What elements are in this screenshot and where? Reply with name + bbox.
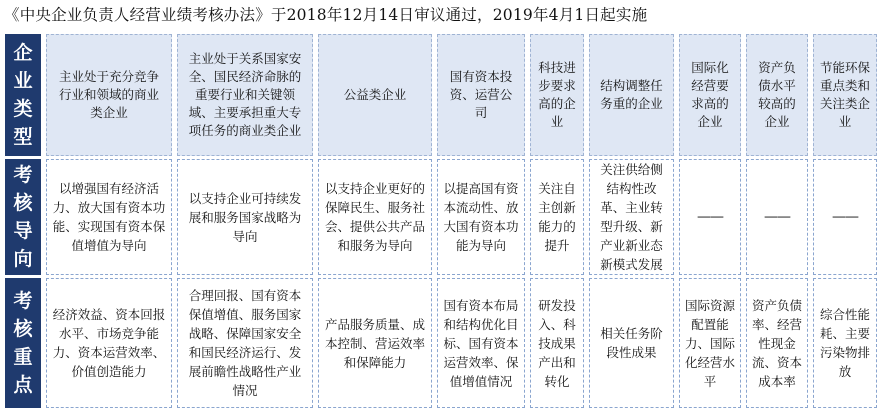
row-header-orientation: 考核导向 (5, 159, 41, 275)
orientation-cell: 以增强国有经济活力、放大国有资本功能、实现国有资本保值增值为导向 (46, 159, 172, 275)
focus-cell: 相关任务阶段性成果 (589, 278, 674, 408)
orientation-cell: 关注自主创新能力的提升 (530, 159, 584, 275)
type-cell: 科技进步要求高的企业 (530, 34, 584, 156)
orientation-cell-empty: —— (746, 159, 808, 275)
focus-cell: 国有资本布局和结构优化目标、国有资本运营效率、保值增值情况 (437, 278, 525, 408)
orientation-cell: 以支持企业更好的保障民生、服务社会、提供公共产品和服务为导向 (318, 159, 432, 275)
type-cell: 节能环保重点类和关注类企业 (813, 34, 877, 156)
type-cell: 主业处于充分竞争行业和领域的商业类企业 (46, 34, 172, 156)
type-cell: 国际化经营要求高的企业 (679, 34, 741, 156)
focus-cell: 产品服务质量、成本控制、营运效率和保障能力 (318, 278, 432, 408)
focus-cell: 合理回报、国有资本保值增值、服务国家战略、保障国家安全和国民经济运行、发展前瞻性战略性产业情况 (177, 278, 313, 408)
type-cell: 结构调整任务重的企业 (589, 34, 674, 156)
orientation-cell-empty: —— (679, 159, 741, 275)
focus-cell: 国际资源配置能力、国际化经营水平 (679, 278, 741, 408)
row-header-enterprise-type: 企业类型 (5, 34, 41, 156)
orientation-cell: 关注供给侧结构性改革、主业转型升级、新产业新业态新模式发展 (589, 159, 674, 275)
focus-cell: 综合性能耗、主要污染物排放 (813, 278, 877, 408)
type-cell: 主业处于关系国家安全、国民经济命脉的重要行业和关键领域、主要承担重大专项任务的商业类企业 (177, 34, 313, 156)
orientation-cell-empty: —— (813, 159, 877, 275)
assessment-table (5, 34, 871, 402)
row-header-focus: 考核重点 (5, 278, 41, 408)
focus-cell: 经济效益、资本回报水平、市场竞争能力、资本运营效率、价值创造能力 (46, 278, 172, 408)
type-cell: 公益类企业 (318, 34, 432, 156)
focus-cell: 研发投入、科技成果产出和转化 (530, 278, 584, 408)
orientation-cell: 以提高国有资本流动性、放大国有资本功能为导向 (437, 159, 525, 275)
type-cell: 资产负债水平较高的企业 (746, 34, 808, 156)
focus-cell: 资产负债率、经营性现金流、资本成本率 (746, 278, 808, 408)
type-cell: 国有资本投资、运营公司 (437, 34, 525, 156)
page-title: 《中央企业负责人经营业绩考核办法》于2018年12月14日审议通过，2019年4月1日起实施 (4, 6, 648, 24)
orientation-cell: 以支持企业可持续发展和服务国家战略为导向 (177, 159, 313, 275)
